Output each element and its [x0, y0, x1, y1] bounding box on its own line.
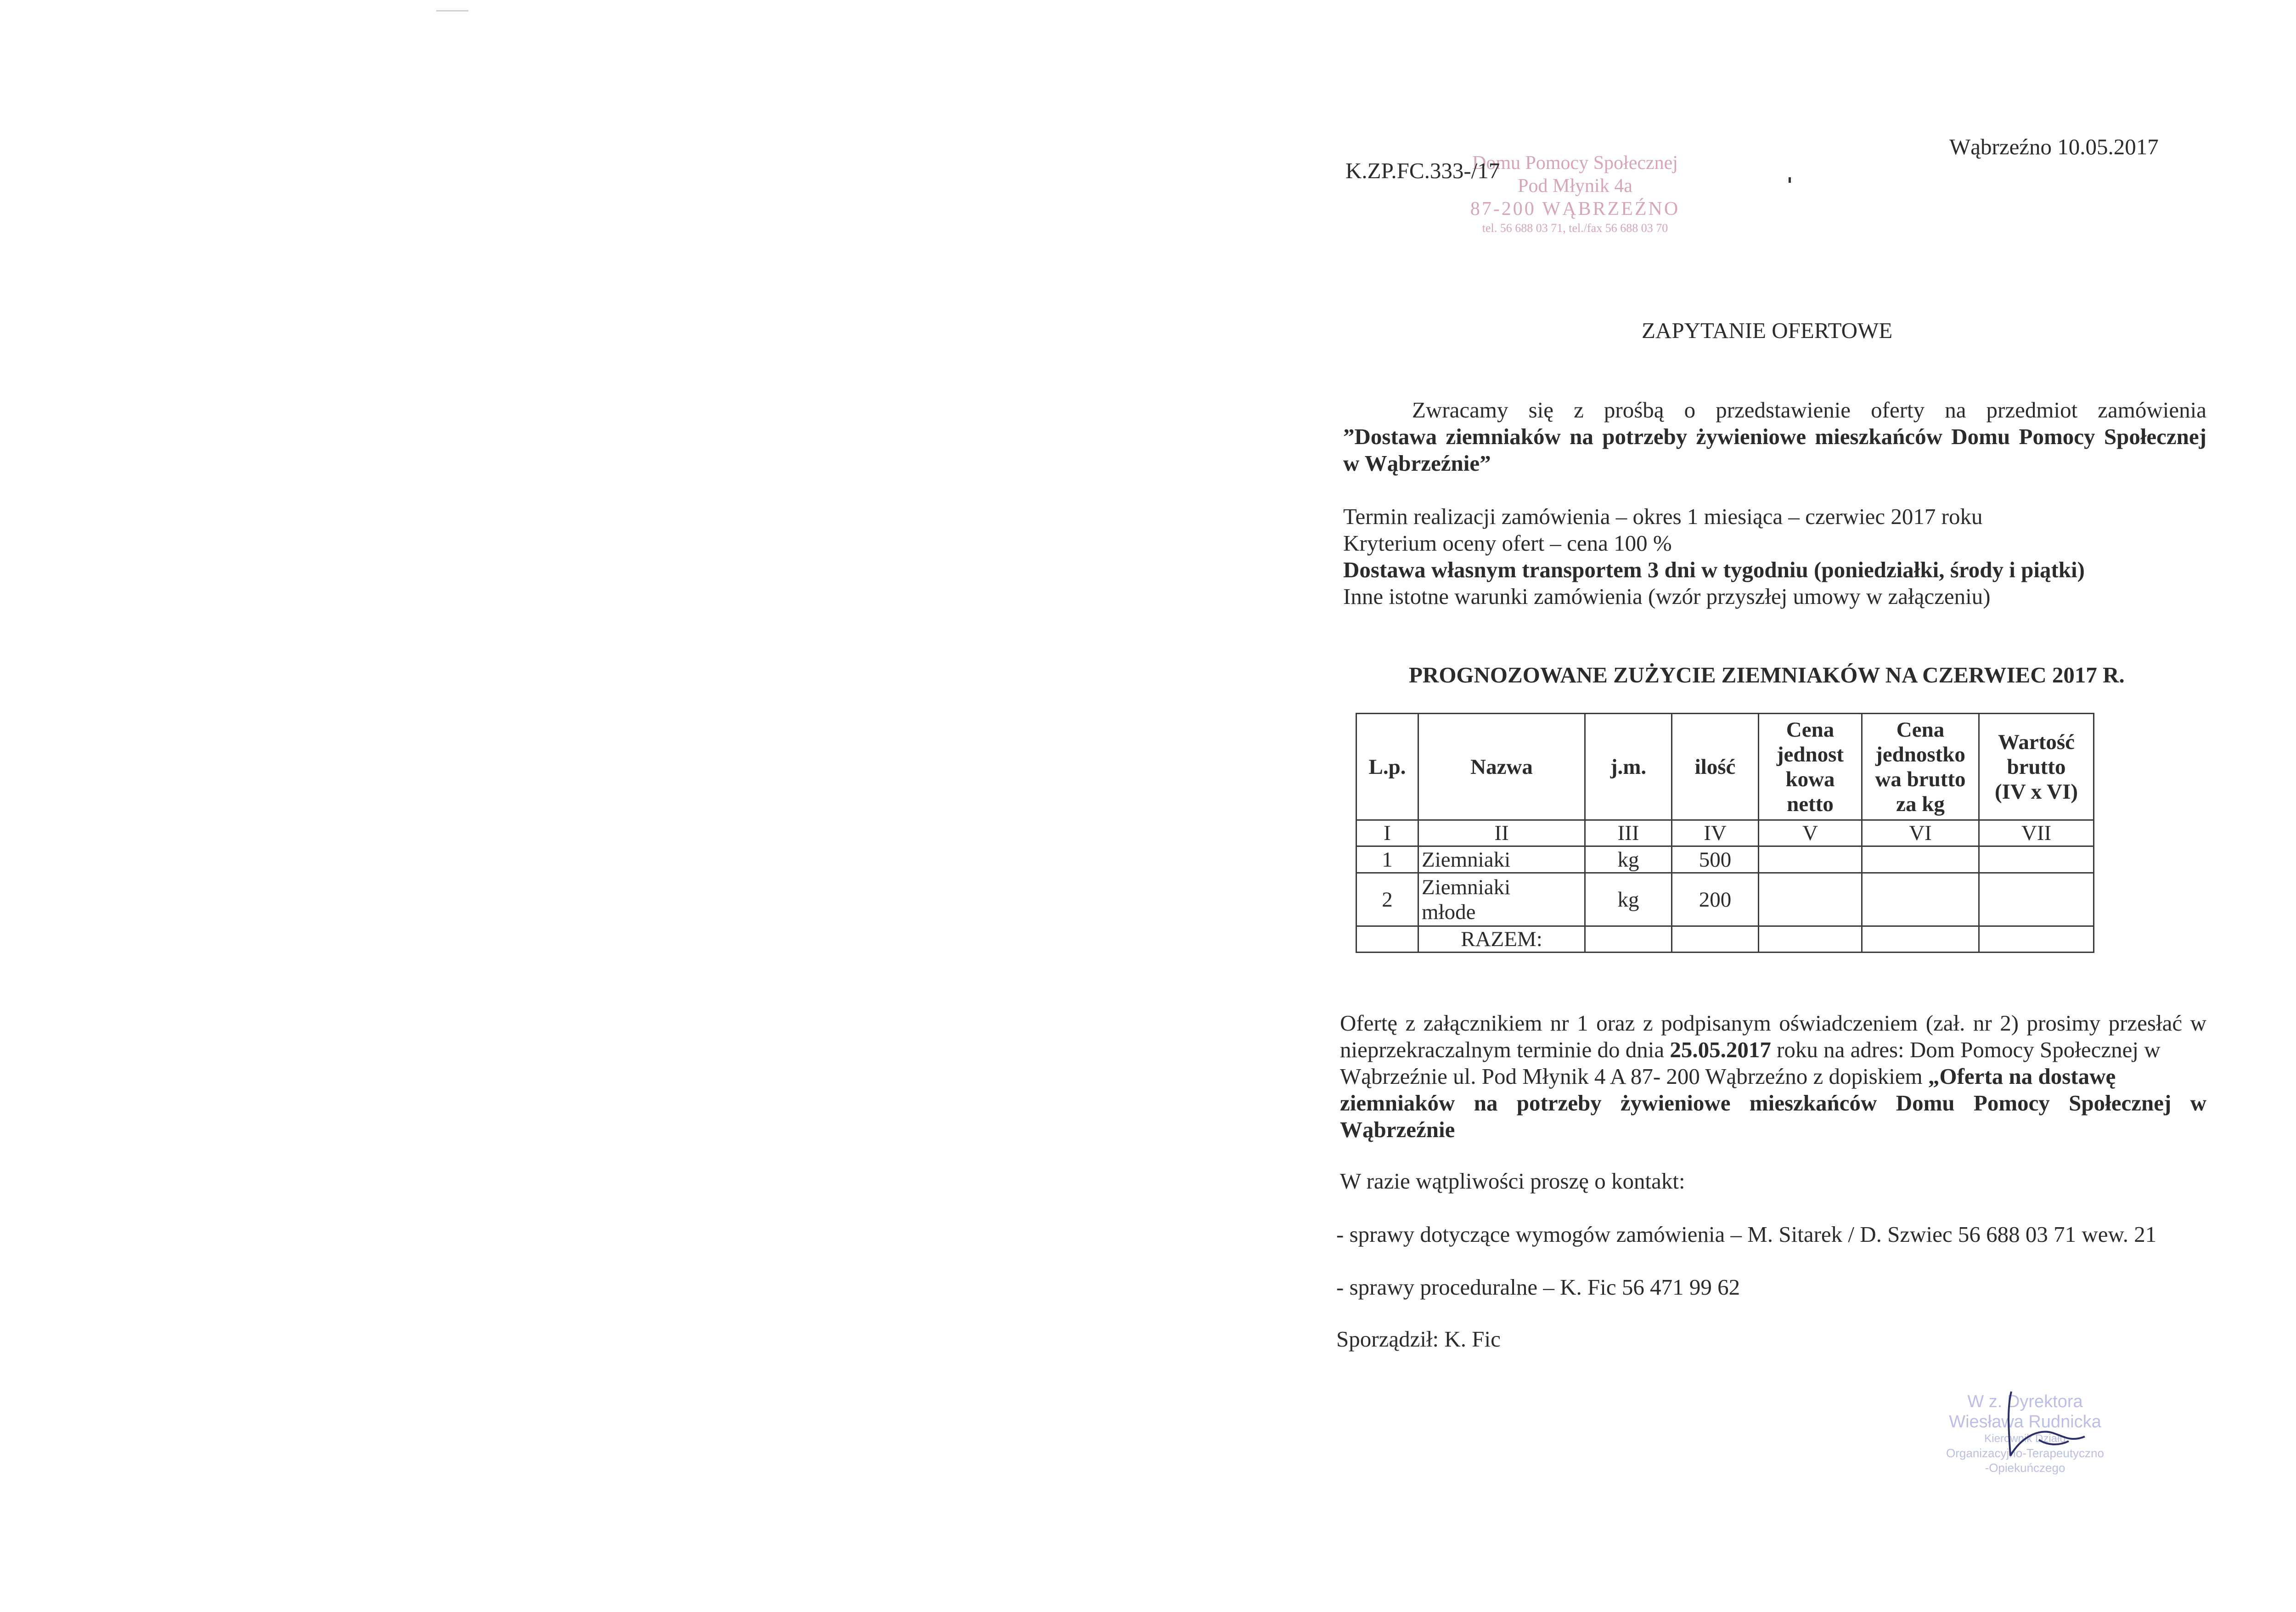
offer-line: ziemniaków na potrzeby żywieniowe mieszkańców Domu Pomocy Społecznej w — [1340, 1090, 2206, 1116]
stamp-line: tel. 56 688 03 71, tel./fax 56 688 03 70 — [1482, 221, 1668, 235]
scan-mark — [436, 10, 468, 11]
stamp-line: Wiesława Rudnicka — [1949, 1412, 2101, 1432]
row-lp: 1 — [1356, 846, 1418, 873]
row-qty: 500 — [1672, 846, 1759, 873]
place-date: Wąbrzeźno 10.05.2017 — [1949, 134, 2159, 159]
term-line: Termin realizacji zamówienia – okres 1 miesiąca – czerwiec 2017 roku — [1343, 504, 1983, 529]
total-empty — [1759, 926, 1862, 953]
contact-procedural: - sprawy proceduralne – K. Fic 56 471 99 62 — [1336, 1274, 1740, 1300]
offer-line: nieprzekraczalnym terminie do dnia 25.05.2017 roku na adres: Dom Pomocy Społecznej w — [1340, 1037, 2161, 1062]
stamp-line: Domu Pomocy Społecznej — [1472, 152, 1678, 174]
criterion-line: Kryterium oceny ofert – cena 100 % — [1343, 530, 1672, 556]
prepared-by: Sporządził: K. Fic — [1336, 1326, 1501, 1352]
offer-deadline: 25.05.2017 — [1670, 1037, 1771, 1062]
stamp-line: 87-200 WĄBRZEŹNO — [1470, 198, 1680, 220]
row-gross-value — [1979, 873, 2094, 926]
roman-cell: I — [1356, 820, 1418, 846]
total-empty — [1585, 926, 1672, 953]
delivery-line: Dostawa własnym transportem 3 dni w tygodniu (poniedziałki, środy i piątki) — [1343, 557, 2085, 582]
roman-cell: II — [1418, 820, 1585, 846]
table-header-row — [1356, 714, 2094, 820]
table-row — [1356, 846, 2094, 873]
roman-cell: IV — [1672, 820, 1759, 846]
document-title: ZAPYTANIE OFERTOWE — [1642, 318, 1893, 343]
row-name: Ziemniaki — [1418, 846, 1585, 873]
row-unit: kg — [1585, 846, 1672, 873]
roman-cell: VII — [1979, 820, 2094, 846]
total-label: RAZEM: — [1418, 926, 1585, 953]
row-gross-price — [1862, 846, 1979, 873]
stamp-line: Organizacyjno-Terapeutyczno — [1946, 1446, 2104, 1460]
header-lp: L.p. — [1356, 714, 1418, 820]
table-title: PROGNOZOWANE ZUŻYCIE ZIEMNIAKÓW NA CZERWIEC 2017 R. — [1409, 662, 2125, 688]
header-net-price: Cena jednost kowa netto — [1759, 714, 1862, 820]
table-row — [1356, 873, 2094, 926]
consumption-table — [1356, 713, 2094, 953]
header-qty: ilość — [1672, 714, 1759, 820]
stamp-line: W z. Dyrektora — [1967, 1392, 2083, 1411]
header-gross-value: Wartość brutto (IV x VI) — [1979, 714, 2094, 820]
stamp-line: Kierownik Działu — [1984, 1432, 2066, 1445]
total-empty — [1862, 926, 1979, 953]
ink-dot — [1789, 177, 1791, 183]
row-net-price — [1759, 873, 1862, 926]
reference-number: K.ZP.FC.333-/17 — [1345, 158, 1500, 183]
row-qty: 200 — [1672, 873, 1759, 926]
handwritten-signature — [1984, 1382, 2103, 1465]
row-net-price — [1759, 846, 1862, 873]
roman-numeral-row — [1356, 820, 2094, 846]
header-name: Nazwa — [1418, 714, 1585, 820]
offer-line: Wąbrzeźnie ul. Pod Młynik 4 A 87- 200 Wąbrzeźno z dopiskiem „Oferta na dostawę — [1340, 1064, 2116, 1089]
header-gross-price: Cena jednostko wa brutto za kg — [1862, 714, 1979, 820]
total-empty — [1356, 926, 1418, 953]
row-gross-value — [1979, 846, 2094, 873]
row-gross-price — [1862, 873, 1979, 926]
header-unit: j.m. — [1585, 714, 1672, 820]
intro-line: Zwracamy się z prośbą o przedstawienie oferty na przedmiot zamówienia — [1412, 397, 2206, 423]
roman-cell: V — [1759, 820, 1862, 846]
contact-requirements: - sprawy dotyczące wymogów zamówienia – M. Sitarek / D. Szwiec 56 688 03 71 wew. 21 — [1336, 1222, 2157, 1247]
row-unit: kg — [1585, 873, 1672, 926]
row-lp: 2 — [1356, 873, 1418, 926]
row-name: Ziemniaki młode — [1418, 873, 1585, 926]
subject-title-end: w Wąbrzeźnie” — [1343, 451, 1491, 476]
stamp-line: Pod Młynik 4a — [1518, 175, 1632, 197]
subject-title: ”Dostawa ziemniaków na potrzeby żywieniowe mieszkańców Domu Pomocy Społecznej — [1343, 424, 2206, 449]
offer-line: Wąbrzeźnie — [1340, 1117, 1455, 1142]
total-empty — [1979, 926, 2094, 953]
total-row — [1356, 926, 2094, 953]
offer-line: Ofertę z załącznikiem nr 1 oraz z podpisanym oświadczeniem (zał. nr 2) prosimy przesłać w — [1340, 1010, 2206, 1036]
stamp-line: -Opiekuńczego — [1985, 1461, 2065, 1475]
roman-cell: VI — [1862, 820, 1979, 846]
conditions-line: Inne istotne warunki zamówienia (wzór przyszłej umowy w załączeniu) — [1343, 584, 1991, 609]
roman-cell: III — [1585, 820, 1672, 846]
contact-intro: W razie wątpliwości proszę o kontakt: — [1340, 1168, 1685, 1194]
total-empty — [1672, 926, 1759, 953]
